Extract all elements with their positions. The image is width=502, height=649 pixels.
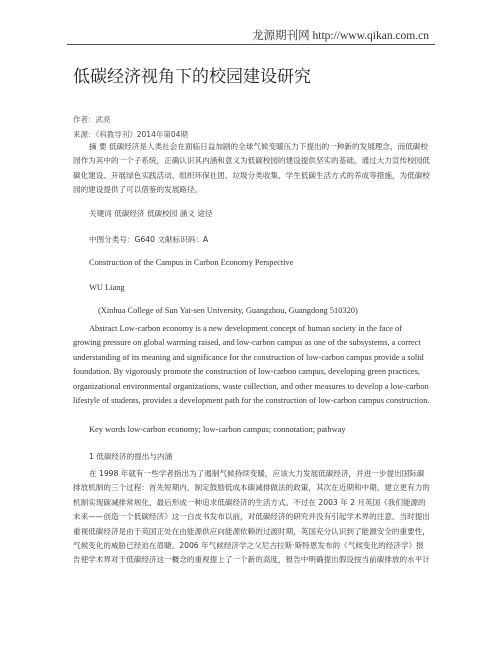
english-keywords: Key words low-carbon economy; low-carbon campus; connotation; pathway <box>89 425 346 434</box>
abstract-chinese: 摘 要 低碳经济是人类社会在面临日益加剧的全球气候变暖压力下提出的一种新的发展理念，而低碳校园作为其中的一个子系统，正确认识其内涵和意义为低碳校园的建设提供坚实的基础。通过大力宣传校园低碳化建设、开展绿色实践活动、组织环保社团、垃圾分类收集、学生低碳生活方式的养成等措施，为低碳校园的建设提供了可以借鉴的发展路径。 <box>73 142 430 195</box>
english-affiliation: (Xinhua College of Sun Yat-sen University, Guangzhou, Guangdong 510320) <box>98 306 358 315</box>
english-abstract: Abstract Low-carbon economy is a new development concept of human society in the face of growing pressure on global warming raised, and low-carbon campus as one of the subsystems, a correct understanding of its meaning and significance for the construction of low-carbon campus provide a solid foundation. By vigorously promote the construction of low-carbon campus, developing green practices, organizational environmental organizations, waste collection, and other measures to develop a low-carbon lifestyle of students, provides a development path for the construction of low-carbon campus construction. <box>73 324 430 406</box>
keywords-chinese: 关键词 低碳经济 低碳校园 涵义 途径 <box>89 209 213 218</box>
article-title: 低碳经济视角下的校园建设研究 <box>73 67 311 87</box>
section-heading: 1 低碳经济的提出与内涵 <box>89 452 173 461</box>
author-line: 作者：武亮 <box>73 115 111 124</box>
english-author: WU Liang <box>89 283 125 292</box>
body-paragraph: 在 1998 年就有一些学者指出为了遏制气候持续变暖，应该大力发展低碳经济，并进一步提出国际碳排放机制的三个过程：首先短期内，制定鼓励低成本碳减排做法的政策，其次在近期和中期，建立更有力的机制实现碳减排常规化，最后形成一种追求低碳经济的生活方式。不过在 2003 年 2 月英国《我们能源的未来——创造一个低碳经济》这一白皮书发布以前，对低碳经济的研究并没有引起学术界的注意。当时提出重视低碳经济是由于英国正处在由能源供应向能源依赖的过渡时期，英国充分认识到了能源安全的重要性，气候变化的威胁已经迫在眉睫。2006 年气候经济学之父尼古拉斯·斯特恩发布的《气候变化的经济学》报告使学术界对于低碳经济这一概念的重视提上了一个新的高度，报告中明确提出假设按当前碳排放的水平计 <box>73 469 430 565</box>
classification-line: 中图分类号：G640 文献标识码：A <box>89 235 209 244</box>
site-header: 龙源期刊网 http://www.qikan.com.cn <box>252 30 429 42</box>
english-title: Construction of the Campus in Carbon Economy Perspective <box>89 258 294 267</box>
header-rule <box>67 44 435 45</box>
source-line: 来源：《科教导刊》2014年第04期 <box>73 130 188 139</box>
